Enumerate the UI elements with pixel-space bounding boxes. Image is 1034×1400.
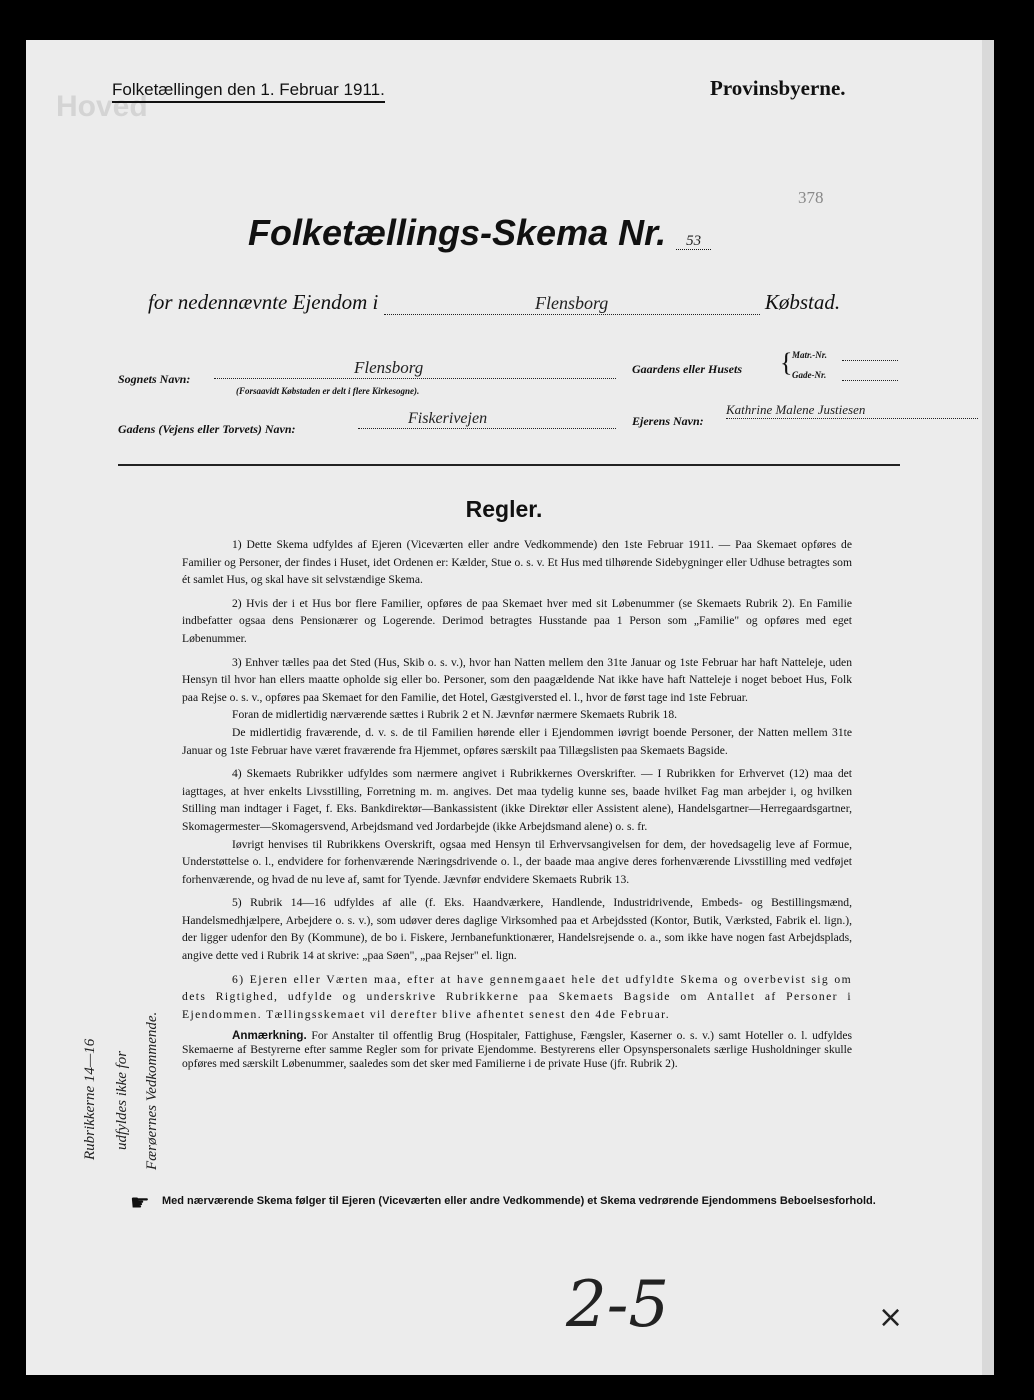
gade-label: Gade-Nr. [792,370,827,380]
rule-3-fravaerende: De midlertidig fraværende, d. v. s. de til Familien hørende eller i Ejendommen iøvrigt boende Personer, der Natten mellem 31te Januar og 1ste Februar have været fraværende fra Hjemmet, opføres særskilt paa Tillægslisten paa Skemaets Bagside. [182,725,852,757]
bleed-through-ghost-text: Hoved [56,90,148,123]
note [182,1029,852,1071]
stamp-number: 378 [798,188,824,207]
parish-note: (Forsaavidt Købstaden er delt i flere Kirkesogne). [236,386,420,396]
gade-field [842,380,898,381]
rule-5: 5) Rubrik 14—16 udfyldes af alle (f. Eks. Haandværkere, Handlende, Industridrivende, Embeds- og Bestillingsmænd, Handelsmedhjælpere, Arbejdere o. s. v.), som udøver deres daglige Virksomhed paa et Arbejdssted (Kontor, Butik, Værksted, Fabrik el. lign.), der ligger udenfor den By (Kommune), de bo i. Fiskere, Jernbanefunktionærer, Handelsrejsende o. a., som ikke have nogen fast Arbejdsplads, angive dette ved i Rubrik 14 at skrive: „paa Søen", „paa Rejser" el. lign. [182,896,852,963]
rule-6: 6) Ejeren eller Værten maa, efter at have gennemgaaet hele det udfyldte Skema og overbevist sig om dets Rigtighed, udfylde og underskrive Rubrikkerne paa Skemaets Bagside om Antallet af Personer i Ejendommen. Tællingsskemaet vil derefter blive afhentet senest den 4de Februar. [182,972,852,1021]
rule-3-midlertidig: Foran de midlertidig nærværende sættes i Rubrik 2 et N. Jævnfør nærmere Skemaets Rubrik 18. [232,708,678,722]
street-label: Gadens (Vejens eller Torvets) Navn: [118,422,296,436]
street-field: Fiskerivejen [358,410,616,429]
form-title [248,212,711,254]
rule-1: 1) Dette Skema udfyldes af Ejeren (Viceværten eller andre Vedkommende) den 1ste Februar 1911. — Paa Skemaet opføres de Familier og Personer, der findes i Huset, idet Ordenen er: Kælder, Stue o. s. v. Et Hus med tilhørende Sidebygninger eller Udhuse betragtes som ét samlet Hus, og skal have sit selvstændige Skema. [182,538,852,587]
rule-3: 3) Enhver tælles paa det Sted (Hus, Skib o. s. v.), hvor han Natten mellem den 31te Januar og 1ste Februar har haft Natteleje, uden Hensyn til hvor han ellers maatte opholde sig eller bo. Personer, som den paagældende Nat ikke have haft Natteleje i noget beboet Hus, Folk paa Rejse o. s. v., opføres paa Skemaet for den Familie, det Hotel, Gæstgiversted el. l., hvor de først tage ind 1ste Februar. [182,655,852,704]
x-mark: × [878,1300,904,1335]
note-text: For Anstalter til offentlig Brug (Hospitaler, Fattighuse, Fængsler, Kaserner o. s. v.) samt Hoteller o. l. udfyldes Skemaerne af Bestyrerne efter samme Regler som for private Ejendomme. Bestyrerens eller Opsynspersonalets særlige Husholdninger skulle opføres med særskilt Løbenummer, saaledes som det sker med Familierne i de private Huse (jfr. Rubrik 2). [182,1029,852,1071]
form-number: 53 [676,233,711,250]
pointing-hand-icon: ☛ [130,1190,150,1215]
property-label: Gaardens eller Husets [632,362,743,376]
parish-field: Flensborg [214,358,616,379]
town-suffix: Købstad. [764,290,841,314]
owner-label: Ejerens Navn: [632,414,704,428]
margin-note-line-3: Færøernes Vedkommende. [144,1011,160,1170]
rule-2: 2) Hvis der i et Hus bor flere Familier, opføres de paa Skemaet hver med sit Løbenummer (se Skemaets Rubrik 2). En Familie indbefatter ogsaa dens Pensionærer og Logerende. Derimod betragtes Husstande paa 1 Person som „Familie" og opføres med eget Løbenummer. [182,596,852,645]
rule-4-continued: Iøvrigt henvises til Rubrikkens Overskrift, ogsaa med Hensyn til Erhvervsangivelsen for dem, der hovedsagelig leve af Formue, Understøttelse o. l., endvidere for forhenværende Næringsdrivende o. l., der baade maa angive deres forhenværende Livsstilling med vedføjet forhenværende, og hvad de nu leve af, samt for Tyende. Jævnfør endvidere Skemaets Rubrik 13. [182,837,852,886]
form-title-text: Folketællings-Skema Nr. [248,212,667,253]
property-prefix: for nedennævnte Ejendom i [148,290,379,314]
region-header: Provinsbyerne. [710,76,846,100]
rules-heading: Regler. [465,496,543,522]
matr-field [842,360,898,361]
owner-field: Kathrine Malene Justiesen [726,402,978,419]
margin-note-line-2: udfyldes ikke for [114,1050,130,1150]
brace-icon: { [780,348,793,377]
parish-label: Sognets Navn: [118,372,191,386]
header-divider [118,464,900,466]
footer-notice: Med nærværende Skema følger til Ejeren (Viceværten eller andre Vedkommende) et Skema vedrørende Ejendommens Beboelsesforhold. [162,1195,876,1207]
census-form-page [26,40,982,1375]
margin-note-line-1: Rubrikkerne 14—16 [82,1038,98,1160]
handwritten-mark: 2-5 [566,1268,670,1342]
rules-body [182,536,852,1077]
matr-label: Matr.-Nr. [792,350,828,360]
property-row [148,290,840,315]
rule-4: 4) Skemaets Rubrikker udfyldes som nærmere angivet i Rubrikkernes Overskrifter. — I Rubrikken for Erhvervet (12) maa det iagttages, at hver enkelts Livsstilling, Forretning m. m. angives. Det maa tydelig kunne ses, baade hvilket Fag man arbejder i, og hvilken Stilling man indtager i Faget, f. Eks. Bankdirektør—Bankassistent (ikke Direktør eller Assistent alene), Handelsgartner—Herregaardsgartner, Skomagermester—Skomagersvend, Arbejdsmand ved Jordarbejde (ikke Arbejdsmand alene) o. s. fr. [182,767,852,833]
census-date-header: Folketællingen den 1. Februar 1911. [112,80,385,103]
town-field: Flensborg [384,293,760,315]
note-label: Anmærkning. [232,1029,307,1043]
